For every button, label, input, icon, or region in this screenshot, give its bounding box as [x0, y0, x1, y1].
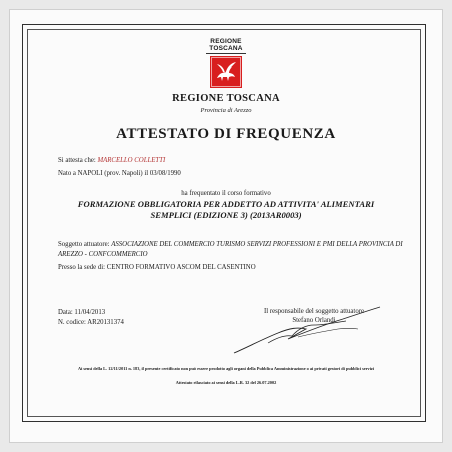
signatory-name: Stefano Orlandi: [292, 317, 336, 324]
legal-reference: Attestato rilasciato ai sensi della L.R. 32 del 26.07.2002: [175, 380, 277, 385]
soggetto-attuatore: [58, 240, 403, 259]
region-heading: REGIONE TOSCANA: [172, 93, 280, 104]
soggetto-value: ASSOCIAZIONE DEL COMMERCIO TURISMO SERVIZI PROFESSIONI E PMI DELLA PROVINCIA DI AREZZO - CONFCOMMERCIO: [58, 241, 403, 258]
handwritten-signature-icon: [228, 299, 388, 359]
sede-line: Presso la sede di: CENTRO FORMATIVO ASCOM DEL CASENTINO: [58, 264, 256, 271]
signatory-role: Il responsabile del soggetto attuatore: [263, 308, 365, 315]
attesta-line: [58, 157, 165, 164]
issue-date: Data: 11/04/2013: [58, 309, 106, 316]
legal-notice: Ai sensi della L. 12/11/2011 n. 183, il presente certificato non può essere prodotto agli organi della Pubblica Amministrazione o ai privati gestori di pubblici servizi: [77, 366, 374, 371]
attendee-name: MARCELLO COLLETTI: [97, 157, 166, 164]
regione-toscana-logo-caption: [196, 38, 256, 54]
frequentato-line: ha frequentato il corso formativo: [181, 190, 271, 197]
soggetto-label: Soggetto attuatore:: [58, 241, 110, 248]
birth-info: Nato a NAPOLI (prov. Napoli) il 03/08/1990: [58, 170, 181, 177]
course-title-line1: FORMAZIONE OBBLIGATORIA PER ADDETTO AD ATTIVITA' ALIMENTARI: [77, 199, 375, 209]
pegasus-emblem-icon: [210, 56, 242, 88]
province-subheading: Provincia di Arezzo: [200, 107, 252, 114]
attesta-label: Si attesta che:: [58, 157, 96, 164]
certificate-title: ATTESTATO DI FREQUENZA: [116, 126, 336, 142]
certificate-code: N. codice: AR20131374: [58, 319, 124, 326]
logo-line1: REGIONE: [210, 38, 242, 45]
course-title: [60, 199, 392, 221]
logo-line2: TOSCANA: [209, 45, 243, 52]
course-title-line2: SEMPLICI (EDIZIONE 3) (2013AR0003): [150, 210, 302, 220]
